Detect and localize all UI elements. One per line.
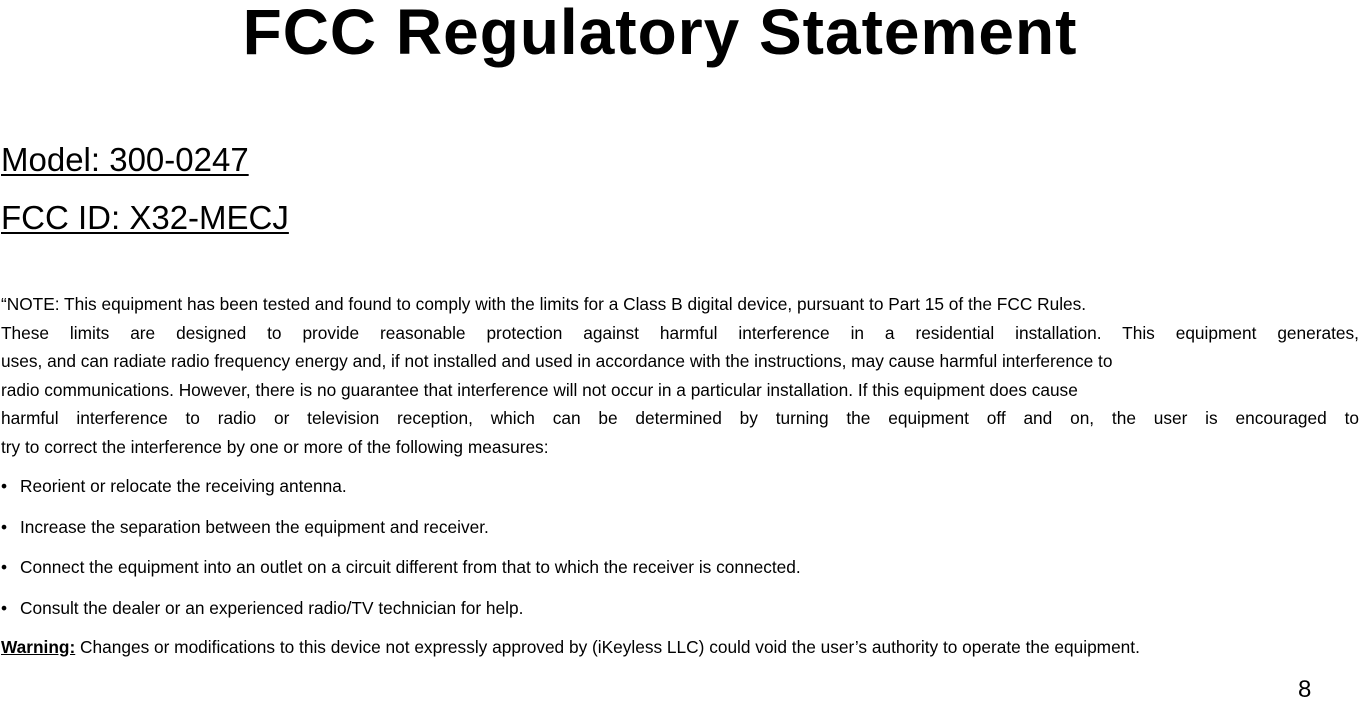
note-line: uses, and can radiate radio frequency energy and, if not installed and used in accordance with the instructions, may cause harmful interference to (1, 351, 1113, 372)
list-item-text: Connect the equipment into an outlet on a circuit different from that to which the receiver is connected. (20, 557, 801, 578)
warning-label: Warning: (1, 637, 76, 657)
list-item (1, 553, 801, 594)
note-line: try to correct the interference by one or more of the following measures: (1, 436, 549, 457)
model-number: Model: 300-0247 (1, 141, 249, 178)
note-line: harmful interference to radio or television reception, which can be determined by turning the equipment off and on, the user is encouraged to (1, 408, 1359, 429)
fcc-note-paragraph (1, 290, 1363, 462)
note-line: radio communications. However, there is no guarantee that interference will not occur in a particular installation. If this equipment does cause (1, 379, 1078, 400)
bullet-icon: • (1, 516, 8, 537)
bullet-icon: • (1, 476, 8, 496)
fcc-id: FCC ID: X32-MECJ (1, 199, 289, 236)
note-line: “NOTE: This equipment has been tested and found to comply with the limits for a Class B digital device, pursuant to Part 15 of the FCC Rules. (1, 294, 1087, 314)
page-number: 8 (1298, 676, 1312, 703)
list-item-text: Increase the separation between the equipment and receiver. (20, 516, 489, 537)
list-item (1, 513, 801, 554)
bullet-icon: • (1, 598, 8, 619)
note-line: These limits are designed to provide reasonable protection against harmful interference in a residential installation. This equipment generates, (1, 322, 1359, 343)
warning-paragraph (1, 633, 1301, 662)
warning-text: Changes or modifications to this device not expressly approved by (iKeyless LLC) could void the user’s authority to operate the equipment. (75, 637, 1140, 657)
list-item (1, 594, 801, 635)
list-item (1, 472, 801, 513)
list-item-text: Consult the dealer or an experienced radio/TV technician for help. (20, 598, 524, 619)
measures-list (1, 472, 801, 635)
page-title: FCC Regulatory Statement (242, 0, 1078, 68)
bullet-icon: • (1, 557, 8, 578)
list-item-text: Reorient or relocate the receiving antenna. (20, 476, 347, 496)
